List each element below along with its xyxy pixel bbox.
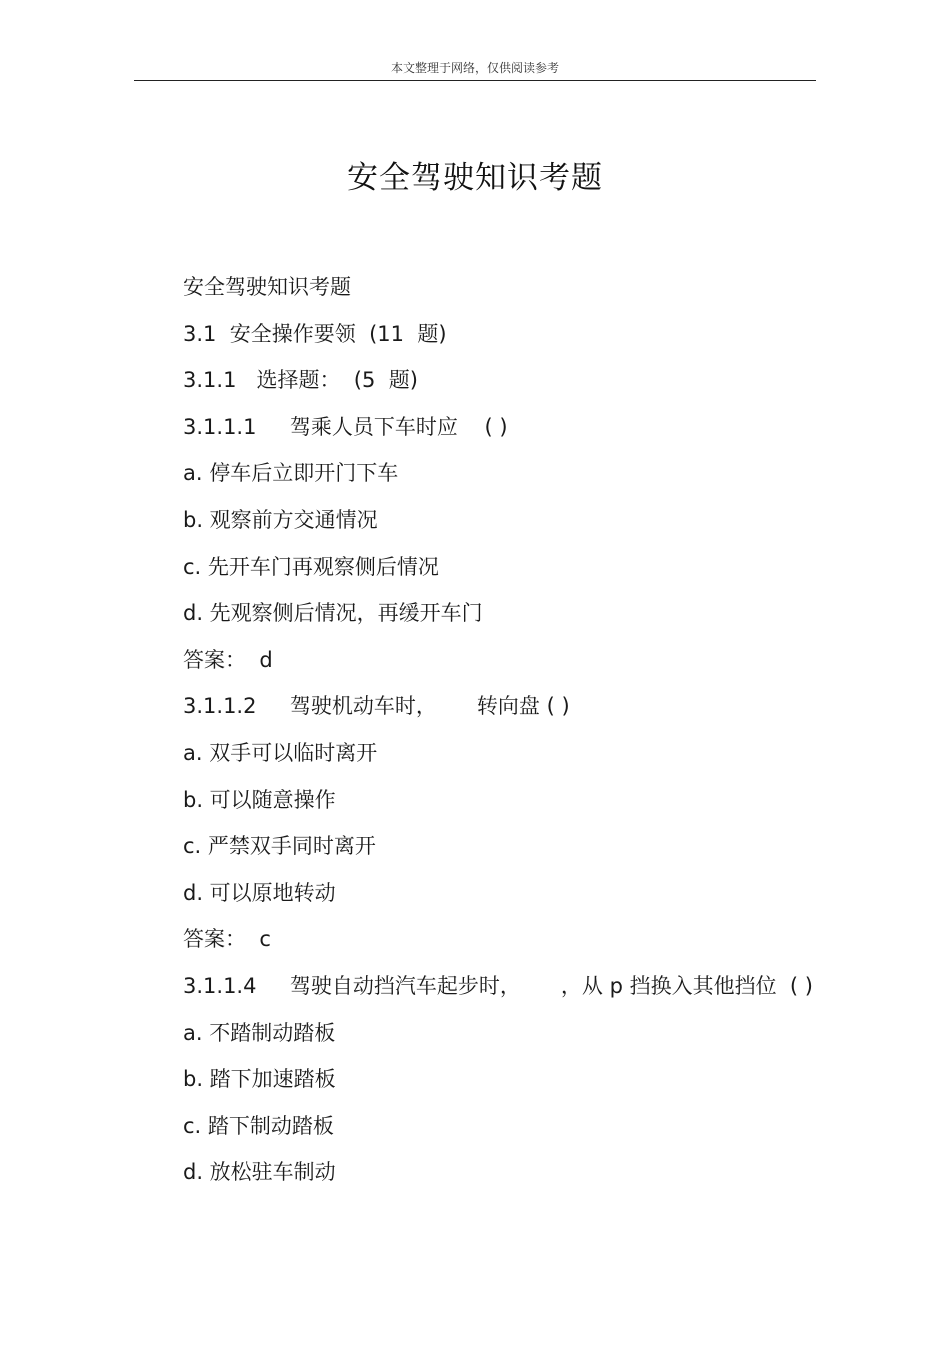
option-d: d. 放松驻车制动 — [183, 1160, 336, 1185]
answer: 答案： d — [183, 647, 273, 672]
option-c: c. 先开车门再观察侧后情况 — [183, 554, 439, 579]
question-3-1-1-4: 3.1.1.4 驾驶自动挡汽车起步时， ，从 p 挡换入其他挡位 ( ) — [183, 973, 813, 998]
document-title: 安全驾驶知识考题 — [347, 160, 603, 196]
option-b: b. 可以随意操作 — [183, 787, 336, 812]
option-c: c. 踏下制动踏板 — [183, 1113, 334, 1138]
option-d: d. 可以原地转动 — [183, 880, 336, 905]
section-heading: 安全驾驶知识考题 — [183, 275, 351, 299]
option-c: c. 严禁双手同时离开 — [183, 834, 376, 859]
option-a: a. 双手可以临时离开 — [183, 740, 378, 765]
option-b: b. 观察前方交通情况 — [183, 507, 378, 532]
document-body — [183, 273, 843, 1205]
section-3-1-1-heading: 3.1.1 选择题： (5 题) — [183, 368, 418, 393]
section-3-1-heading: 3.1 安全操作要领 (11 题) — [183, 321, 447, 346]
question-3-1-1-1: 3.1.1.1 驾乘人员下车时应 ( ) — [183, 414, 508, 439]
option-a: a. 不踏制动踏板 — [183, 1020, 336, 1045]
question-3-1-1-2: 3.1.1.2 驾驶机动车时， 转向盘 ( ) — [183, 694, 570, 719]
option-b: b. 踏下加速踏板 — [183, 1067, 336, 1092]
page-header-note: 本文整理于网络，仅供阅读参考 — [390, 61, 559, 75]
answer: 答案： c — [183, 927, 271, 952]
option-a: a. 停车后立即开门下车 — [183, 461, 399, 486]
option-d: d. 先观察侧后情况，再缓开车门 — [183, 601, 483, 626]
header-divider — [134, 80, 816, 81]
